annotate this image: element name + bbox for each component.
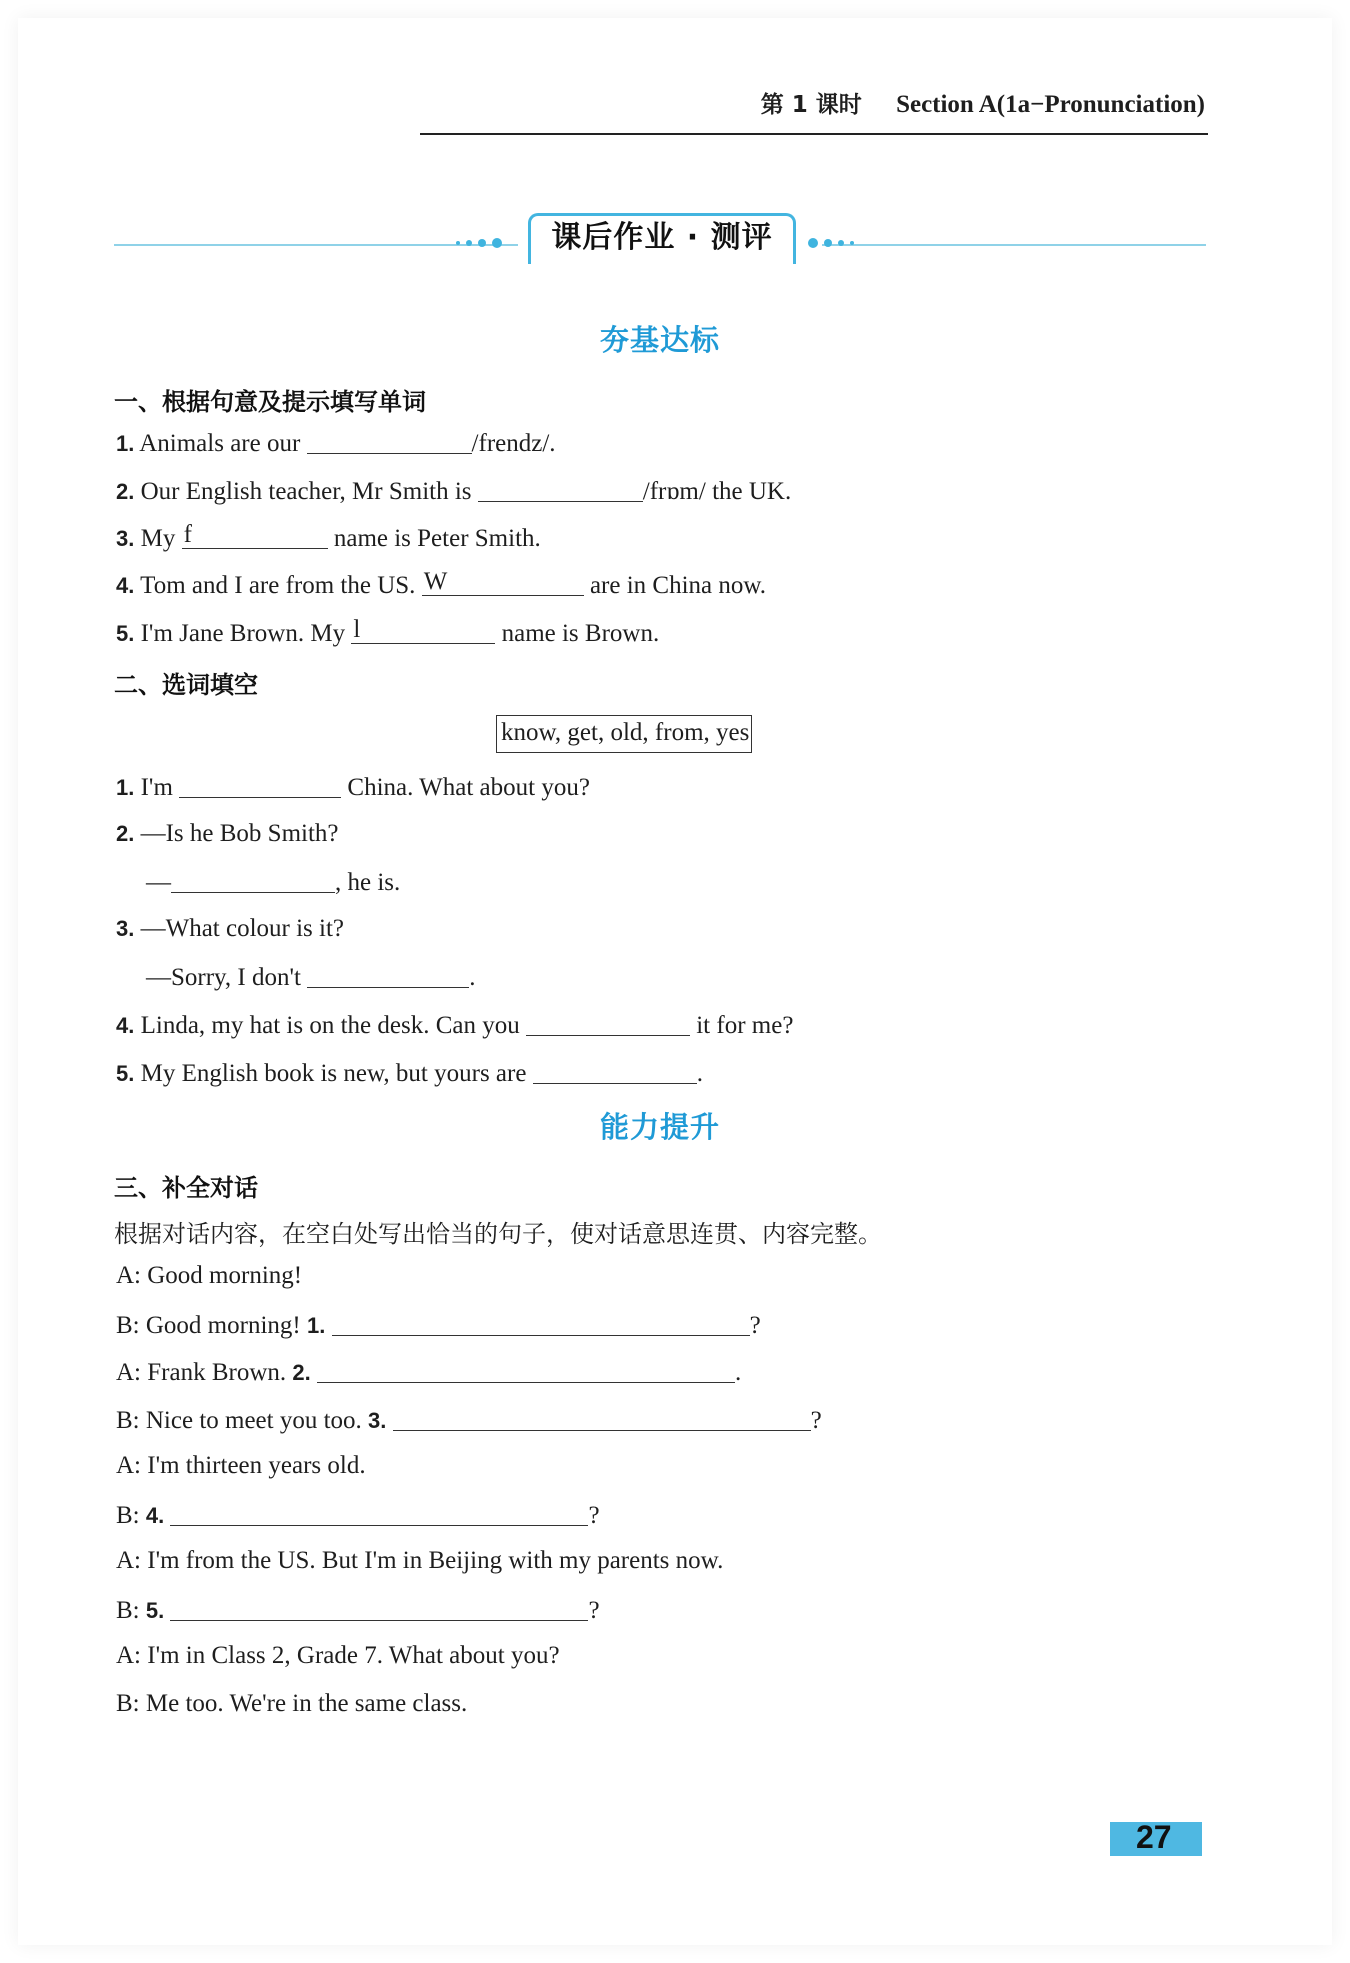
part3-instruction: 根据对话内容，在空白处写出恰当的句子，使对话意思连贯、内容完整。 — [114, 1220, 882, 1248]
answer-blank[interactable] — [307, 965, 469, 988]
dialogue-line: B: Nice to meet you too. 3. ? — [116, 1407, 822, 1434]
answer-blank[interactable] — [533, 1061, 697, 1084]
dialogue-line: A: I'm from the US. But I'm in Beijing with my parents now. — [116, 1547, 724, 1574]
part1-item: 4. Tom and I are from the US. W are in China now. — [116, 568, 767, 599]
answer-blank[interactable]: W — [422, 573, 584, 596]
heading-basic: 夯基达标 — [599, 323, 720, 357]
lesson-label: 第 1 课时 — [760, 92, 862, 118]
dialogue-line: A: Good morning! — [116, 1262, 303, 1289]
banner-dots-left — [456, 238, 502, 248]
running-head — [420, 86, 1205, 119]
dialogue-line: B: 4. ? — [116, 1502, 600, 1529]
part2-item: —Sorry, I don't . — [146, 964, 476, 991]
part2-title: 二、选词填空 — [114, 671, 258, 699]
answer-blank[interactable] — [171, 870, 335, 893]
dialogue-line: A: I'm in Class 2, Grade 7. What about you? — [116, 1642, 560, 1669]
heading-advanced: 能力提升 — [599, 1110, 720, 1144]
answer-blank[interactable] — [393, 1408, 811, 1431]
answer-blank[interactable]: l — [351, 621, 495, 644]
answer-blank[interactable] — [179, 775, 341, 798]
page-number-tab — [1110, 1819, 1202, 1856]
answer-blank[interactable] — [170, 1598, 588, 1621]
banner-line-right — [822, 244, 1206, 246]
page-number: 27 — [1136, 1819, 1172, 1855]
part2-item: 1. I'm China. What about you? — [116, 774, 590, 801]
part2-item: 5. My English book is new, but yours are . — [116, 1060, 703, 1087]
answer-blank[interactable] — [170, 1503, 588, 1526]
part3-title: 三、补全对话 — [114, 1174, 258, 1202]
part2-item: — , he is. — [146, 869, 401, 896]
part1-item: 1. Animals are our /frendz/. — [116, 430, 556, 457]
dialogue-line: A: Frank Brown. 2. . — [116, 1359, 742, 1386]
dialogue-line: B: 5. ? — [116, 1597, 600, 1624]
part2-item: 3. —What colour is it? — [116, 915, 345, 942]
part1-title: 一、根据句意及提示填写单词 — [114, 388, 426, 416]
banner-title: 课后作业 · 测评 — [551, 220, 773, 255]
answer-blank[interactable]: f — [182, 526, 328, 549]
answer-blank[interactable] — [332, 1313, 750, 1336]
section-label: Section A(1a−Pronunciation) — [896, 91, 1205, 118]
dialogue-line: A: I'm thirteen years old. — [116, 1452, 366, 1479]
part1-item: 2. Our English teacher, Mr Smith is /frɒm/ the UK. — [116, 478, 792, 505]
answer-blank[interactable] — [526, 1013, 690, 1036]
dialogue-line: B: Good morning! 1. ? — [116, 1312, 761, 1339]
answer-blank[interactable] — [317, 1360, 735, 1383]
part2-item: 2. —Is he Bob Smith? — [116, 820, 339, 847]
answer-blank[interactable] — [307, 431, 472, 454]
header-rule — [420, 133, 1208, 135]
dialogue-line: B: Me too. We're in the same class. — [116, 1690, 468, 1717]
word-box: know, get, old, from, yes — [496, 715, 752, 753]
answer-blank[interactable] — [478, 479, 643, 502]
part1-item: 5. I'm Jane Brown. My l name is Brown. — [116, 616, 660, 647]
part1-item: 3. My f name is Peter Smith. — [116, 521, 541, 552]
part2-item: 4. Linda, my hat is on the desk. Can you it for me? — [116, 1012, 794, 1039]
banner-dots-right — [808, 238, 854, 248]
